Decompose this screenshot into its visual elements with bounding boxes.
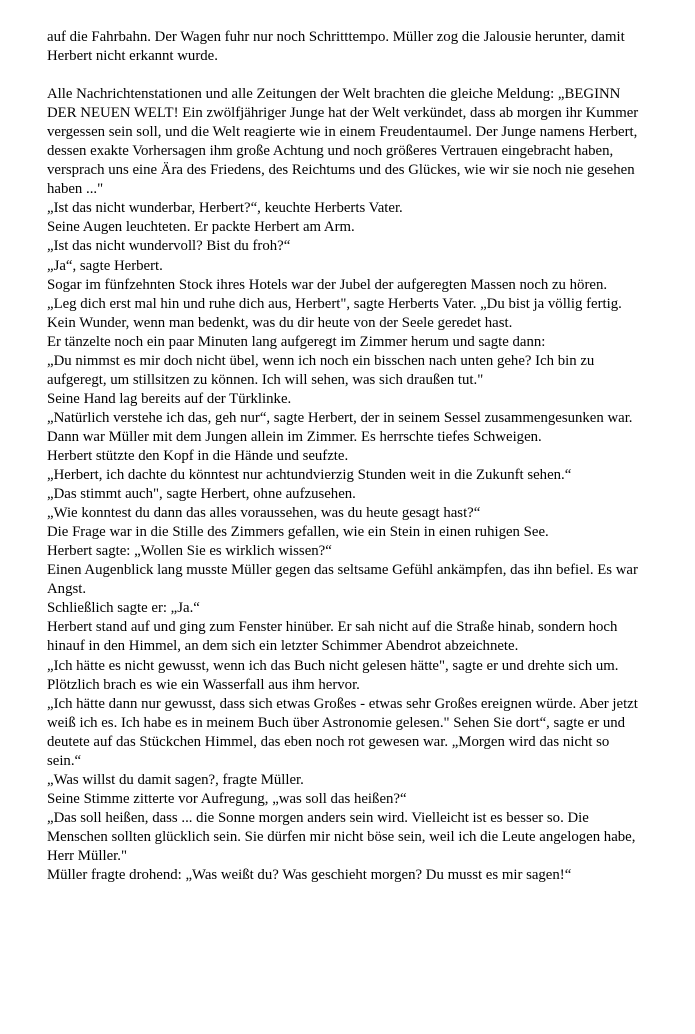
paragraph-17: „Wie konntest du dann das alles voraussehen, was du heute gesagt hast?“: [47, 505, 481, 522]
paragraph-4: Seine Augen leuchteten. Er packte Herbert am Arm.: [47, 219, 355, 236]
paragraph-2: Alle Nachrichtenstationen und alle Zeitungen der Welt brachten die gleiche Meldung: „BEGINN DER NEUEN WELT! Ein zwölfjähriger Junge hat der Welt verkündet, dass ab morgen ihr Kummer vergessen sein soll, und die Welt reagierte wie in einem Freudentaumel. Der Junge namens Herbert, dessen exakte Vorhersagen ihm große Achtung und noch größeres Vertrauen eingebracht haben, versprach uns eine Ära des Friedens, des Reichtums und des Glückes, wie wir sie noch nie gesehen haben ...": [47, 86, 639, 198]
paragraph-12: „Natürlich verstehe ich das, geh nur“, sagte Herbert, der in seinem Sessel zusammengesunken war.: [47, 409, 633, 426]
paragraph-20: Einen Augenblick lang musste Müller gegen das seltsame Gefühl ankämpfen, das ihn befiel. Es war Angst.: [47, 562, 638, 598]
paragraph-11: Seine Hand lag bereits auf der Türklinke.: [47, 390, 292, 407]
paragraph-25: „Was willst du damit sagen?, fragte Müller.: [47, 771, 304, 788]
paragraph-18: Die Frage war in die Stille des Zimmers gefallen, wie ein Stein in einen ruhigen See.: [47, 524, 549, 541]
paragraph-7: Sogar im fünfzehnten Stock ihres Hotels war der Jubel der aufgeregten Massen noch zu hören.: [47, 276, 608, 293]
paragraph-28: Müller fragte drohend: „Was weißt du? Was geschieht morgen? Du musst es mir sagen!“: [47, 867, 572, 884]
paragraph-22: Herbert stand auf und ging zum Fenster hinüber. Er sah nicht auf die Straße hinab, sondern hoch hinauf in den Himmel, an dem sich ein letzter Schimmer Abendrot abzeichnete.: [47, 619, 618, 655]
paragraph-6: „Ja“, sagte Herbert.: [47, 257, 163, 274]
paragraph-15: „Herbert, ich dachte du könntest nur achtundvierzig Stunden weit in die Zukunft sehen.“: [47, 467, 572, 484]
paragraph-14: Herbert stützte den Kopf in die Hände und seufzte.: [47, 447, 349, 464]
paragraph-1: auf die Fahrbahn. Der Wagen fuhr nur noch Schritttempo. Müller zog die Jalousie herunter, damit Herbert nicht erkannt wurde.: [47, 29, 625, 65]
paragraph-9: Er tänzelte noch ein paar Minuten lang aufgeregt im Zimmer herum und sagte dann:: [47, 333, 546, 350]
paragraph-19: Herbert sagte: „Wollen Sie es wirklich wissen?“: [47, 543, 332, 560]
paragraph-3: „Ist das nicht wunderbar, Herbert?“, keuchte Herberts Vater.: [47, 200, 403, 217]
paragraph-13: Dann war Müller mit dem Jungen allein im Zimmer. Es herrschte tiefes Schweigen.: [47, 428, 542, 445]
paragraph-5: „Ist das nicht wundervoll? Bist du froh?“: [47, 238, 291, 255]
paragraph-26: Seine Stimme zitterte vor Aufregung, „was soll das heißen?“: [47, 790, 407, 807]
paragraph-10: „Du nimmst es mir doch nicht übel, wenn ich noch ein bisschen nach unten gehe? Ich bin zu aufgeregt, um stillsitzen zu können. Ich will sehen, was sich draußen tut.": [47, 352, 595, 388]
paragraph-8: „Leg dich erst mal hin und ruhe dich aus, Herbert", sagte Herberts Vater. „Du bist ja völlig fertig. Kein Wunder, wenn man bedenkt, was du dir heute von der Seele geredet hast.: [47, 295, 622, 331]
paragraph-24: „Ich hätte dann nur gewusst, dass sich etwas Großes - etwas sehr Großes ereignen würde. Aber jetzt weiß ich es. Ich habe es in meinem Buch über Astronomie gelesen." Sehen Sie dort“, sagte er und deutete auf das Stückchen Himmel, das eben noch rot gewesen war. „Morgen wird das nicht so sein.“: [47, 695, 638, 769]
paragraph-27: „Das soll heißen, dass ... die Sonne morgen anders sein wird. Vielleicht ist es besser so. Die Menschen sollten glücklich sein. Sie dürfen mir nicht böse sein, weil ich die Leute angelogen habe, Herr Müller.": [47, 809, 636, 864]
paragraph-16: „Das stimmt auch", sagte Herbert, ohne aufzusehen.: [47, 486, 356, 503]
paragraph-gap: [47, 66, 647, 85]
paragraph-23: „Ich hätte es nicht gewusst, wenn ich das Buch nicht gelesen hätte", sagte er und drehte sich um. Plötzlich brach es wie ein Wasserfall aus ihm hervor.: [47, 657, 619, 693]
paragraph-21: Schließlich sagte er: „Ja.“: [47, 600, 200, 617]
document-page: [47, 28, 647, 885]
